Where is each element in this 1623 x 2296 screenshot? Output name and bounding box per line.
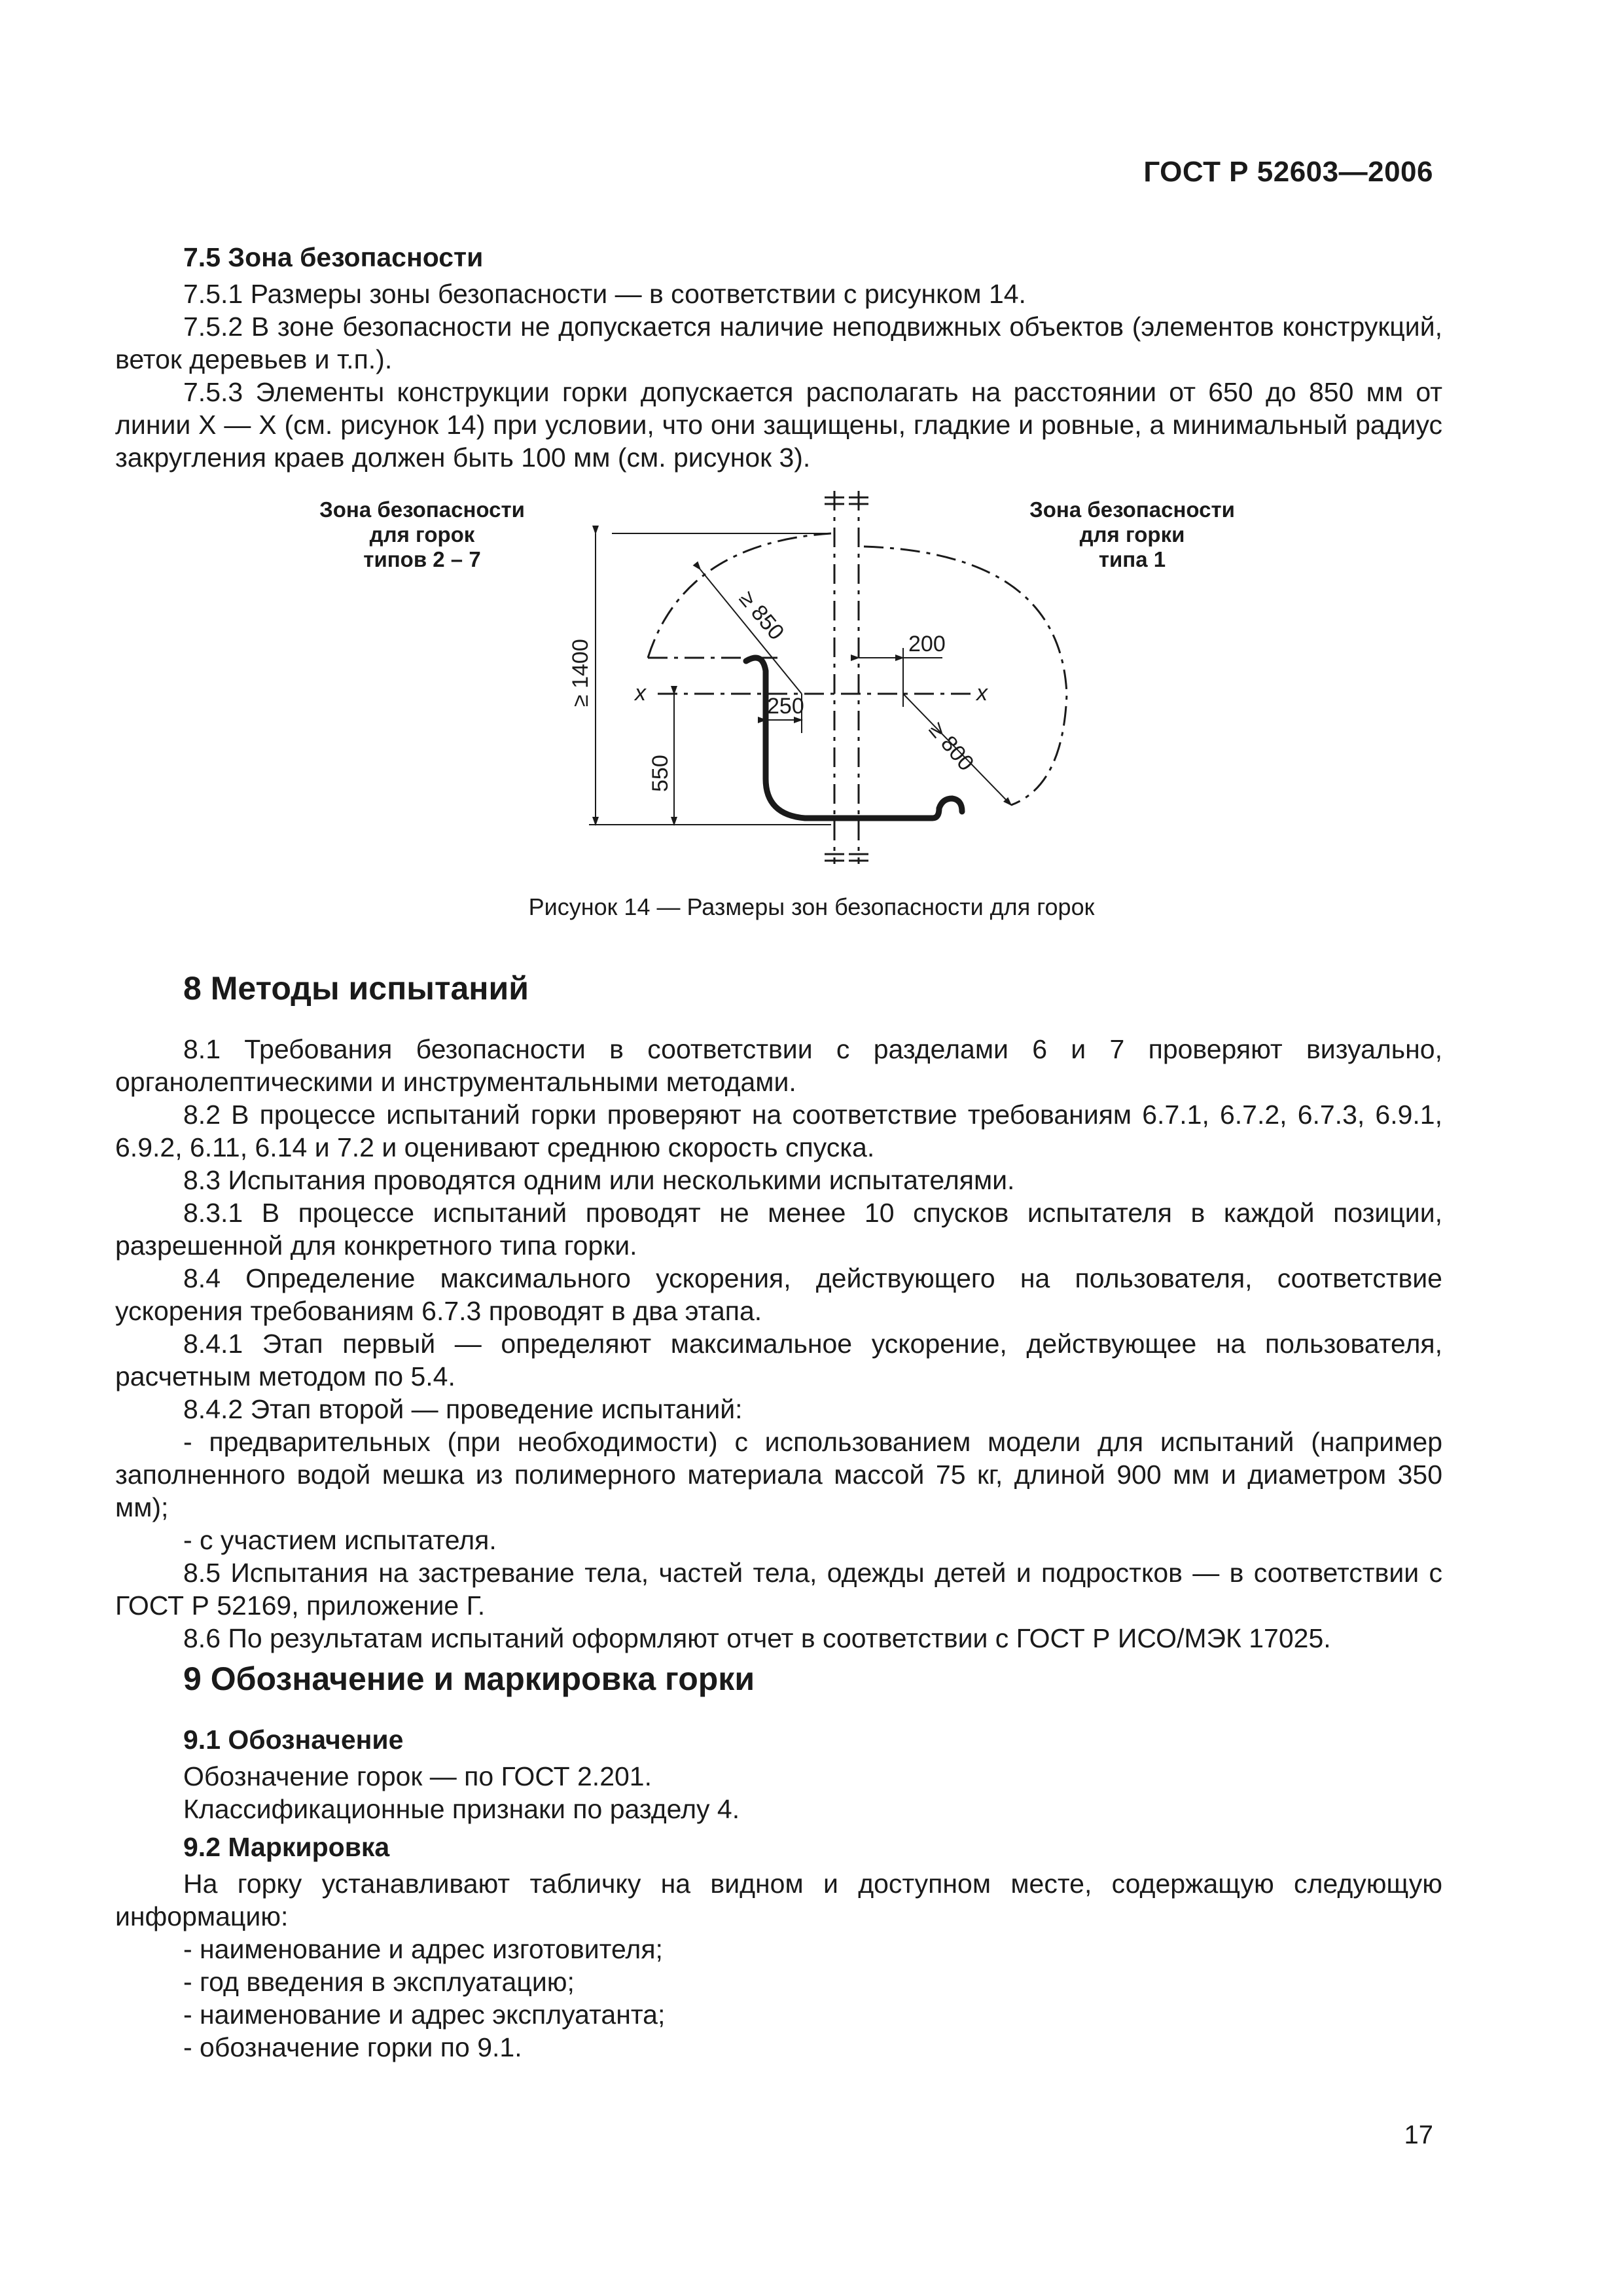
page-number: 17 <box>1404 2121 1433 2149</box>
paragraph: Обозначение горок — по ГОСТ 2.201. <box>183 1761 652 1791</box>
section-title: 7.5 Зона безопасности <box>183 242 484 272</box>
section-title: 9 Обозначение и маркировка горки <box>183 1660 755 1697</box>
dim-800: ≥ 800 <box>923 717 979 776</box>
figure-caption: Рисунок 14 — Размеры зон безопасности для горок <box>528 893 1095 920</box>
paragraph: 8.6 По результатам испытаний оформляют отчет в соответствии с ГОСТ Р ИСО/МЭК 17025. <box>183 1623 1331 1653</box>
axis-label-right: x <box>976 681 988 706</box>
list-item: - год введения в эксплуатацию; <box>183 1967 575 1997</box>
dim-550: 550 <box>648 755 673 792</box>
paragraph: Классификационные признаки по разделу 4. <box>183 1794 740 1824</box>
list-item: - наименование и адрес эксплуатанта; <box>183 2000 666 2030</box>
list-item: - обозначение горки по 9.1. <box>183 2032 522 2062</box>
dim-250: 250 <box>767 694 804 719</box>
figure-label-right: Зона безопасности для горки типа 1 <box>1029 497 1235 571</box>
paragraph: 8.4.1 Этап первый — определяют максимальное ускорение, действующее на пользователя, расчетным методом по 5.4. <box>115 1329 1442 1391</box>
list-item: - с участием испытателя. <box>183 1525 497 1555</box>
section-8 <box>115 969 1442 1655</box>
figure-14 <box>281 484 1342 877</box>
dim-200: 200 <box>908 632 946 656</box>
paragraph: 8.5 Испытания на застревание тела, частей тела, одежды детей и подростков — в соответствии с ГОСТ Р 52169, приложение Г. <box>115 1558 1442 1621</box>
left-zone-arc <box>648 533 831 658</box>
paragraph: 8.3 Испытания проводятся одним или несколькими испытателями. <box>183 1165 1015 1195</box>
subsection-title: 9.1 Обозначение <box>183 1725 404 1755</box>
safety-zone-diagram <box>281 484 1342 877</box>
section-title: 8 Методы испытаний <box>183 970 529 1007</box>
section-7-5 <box>115 241 1442 474</box>
section-9 <box>115 1659 1442 2064</box>
paragraph: 8.1 Требования безопасности в соответствии с разделами 6 и 7 проверяют визуально, органолептическими и инструментальными методами. <box>115 1034 1442 1097</box>
document-code: ГОСТ Р 52603—2006 <box>1143 156 1433 188</box>
subsection-title: 9.2 Маркировка <box>183 1832 390 1862</box>
paragraph: 8.2 В процессе испытаний горки проверяют на соответствие требованиям 6.7.1, 6.7.2, 6.7.3, 6.9.1, 6.9.2, 6.11, 6.14 и 7.2 и оценивают среднюю скорость спуска. <box>115 1100 1442 1162</box>
figure-label-left: Зона безопасности для горок типов 2 – 7 <box>319 497 525 571</box>
paragraph: 7.5.3 Элементы конструкции горки допускается располагать на расстоянии от 650 до 850 мм от линии X — X (см. рисунок 14) при условии, что они защищены, гладкие и ровные, а минимальный радиус закругления краев должен быть 100 мм (см. рисунок 3). <box>115 377 1442 473</box>
paragraph: 8.3.1 В процессе испытаний проводят не менее 10 спусков испытателя в каждой позиции, разрешенной для конкретного типа горки. <box>115 1198 1442 1261</box>
list-item: - наименование и адрес изготовителя; <box>183 1934 663 1964</box>
dim-850: ≥ 850 <box>734 586 789 645</box>
paragraph: 7.5.2 В зоне безопасности не допускается наличие неподвижных объектов (элементов конструкций, веток деревьев и т.п.). <box>115 312 1442 374</box>
paragraph: 8.4 Определение максимального ускорения, действующего на пользователя, соответствие ускорения требованиям 6.7.3 проводят в два этапа. <box>115 1263 1442 1326</box>
axis-label-left: x <box>635 681 646 706</box>
paragraph: 8.4.2 Этап второй — проведение испытаний: <box>183 1394 743 1424</box>
list-item: - предварительных (при необходимости) с использованием модели для испытаний (например заполненного водой мешка из полимерного материала массой 75 кг, длиной 900 мм и диаметром 350 мм); <box>115 1427 1442 1522</box>
dim-1400: ≥ 1400 <box>568 639 593 707</box>
paragraph: На горку устанавливают табличку на видном и доступном месте, содержащую следующую информацию: <box>115 1869 1442 1931</box>
paragraph: 7.5.1 Размеры зоны безопасности — в соответствии с рисунком 14. <box>183 279 1026 309</box>
